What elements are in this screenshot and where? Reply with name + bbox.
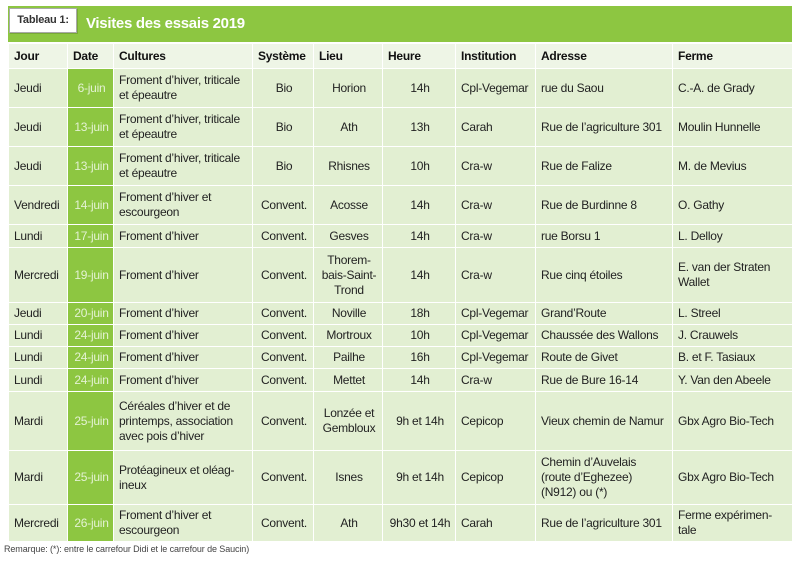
cell-adresse — [536, 451, 673, 505]
cell-heure: 9h et 14h — [383, 451, 456, 505]
cell-cultures — [114, 186, 253, 225]
cell-systeme: Convent. — [253, 505, 314, 542]
cell-line: Froment d’hiver, triticale — [119, 73, 240, 87]
cell-adresse: Rue de Burdinne 8 — [536, 186, 673, 225]
cell-jour: Mardi — [9, 392, 68, 451]
column-header-date: Date — [68, 44, 114, 69]
cell-cultures: Froment d’hiver — [114, 303, 253, 325]
cell-ferme: J. Crauwels — [673, 325, 793, 347]
cell-line: escourgeon — [119, 205, 180, 219]
cell-cultures — [114, 505, 253, 542]
cell-systeme: Bio — [253, 69, 314, 108]
cell-heure: 10h — [383, 325, 456, 347]
cell-line: Céréales d’hiver et de — [119, 398, 231, 413]
cell-line: Chemin d’Auvelais — [541, 455, 637, 469]
cell-jour: Mercredi — [9, 248, 68, 303]
column-header-heure: Heure — [383, 44, 456, 69]
table-row — [9, 186, 793, 225]
cell-date: 26-juin — [68, 505, 114, 542]
cell-institution: Carah — [456, 505, 536, 542]
cell-line: avec pois d’hiver — [119, 428, 205, 443]
cell-lieu: Horion — [314, 69, 383, 108]
cell-institution: Carah — [456, 108, 536, 147]
cell-systeme: Convent. — [253, 248, 314, 303]
cell-line: (N912) ou (*) — [541, 485, 608, 499]
header-row — [9, 44, 793, 69]
cell-heure: 18h — [383, 303, 456, 325]
cell-line: (route d’Eghezee) — [541, 470, 633, 484]
cell-ferme — [673, 505, 793, 542]
cell-line: Trond — [334, 282, 364, 297]
cell-date: 14-juin — [68, 186, 114, 225]
cell-line: ineux — [119, 477, 147, 492]
cell-lieu: Mettet — [314, 369, 383, 392]
cell-lieu: Rhisnes — [314, 147, 383, 186]
cell-heure: 10h — [383, 147, 456, 186]
cell-date: 25-juin — [68, 451, 114, 505]
cell-date: 13-juin — [68, 108, 114, 147]
visits-table — [8, 43, 793, 542]
cell-systeme: Convent. — [253, 347, 314, 369]
cell-adresse: Grand’Route — [536, 303, 673, 325]
cell-systeme: Bio — [253, 108, 314, 147]
cell-cultures — [114, 392, 253, 451]
cell-adresse: Rue cinq étoiles — [536, 248, 673, 303]
cell-ferme — [673, 248, 793, 303]
cell-ferme: C.-A. de Grady — [673, 69, 793, 108]
cell-systeme: Convent. — [253, 451, 314, 505]
cell-institution: Cpl-Vegemar — [456, 303, 536, 325]
cell-adresse: Rue de l’agriculture 301 — [536, 108, 673, 147]
cell-institution: Cepicop — [456, 451, 536, 505]
cell-lieu: Isnes — [314, 451, 383, 505]
cell-line: Lonzée et — [323, 406, 375, 420]
cell-jour: Jeudi — [9, 147, 68, 186]
cell-systeme: Convent. — [253, 225, 314, 248]
cell-jour: Mercredi — [9, 505, 68, 542]
cell-line: tale — [678, 523, 697, 537]
cell-ferme: L. Streel — [673, 303, 793, 325]
cell-lieu: Ath — [314, 108, 383, 147]
cell-date: 24-juin — [68, 347, 114, 369]
cell-systeme: Convent. — [253, 369, 314, 392]
column-header-adresse: Adresse — [536, 44, 673, 69]
remark-note: Remarque: (*): entre le carrefour Didi et le carrefour de Saucin) — [4, 544, 250, 554]
cell-institution: Cra-w — [456, 369, 536, 392]
cell-line: bais-Saint- — [321, 267, 377, 282]
cell-line: et épeautre — [119, 166, 177, 180]
table-row — [9, 69, 793, 108]
table-row — [9, 369, 793, 392]
cell-jour: Lundi — [9, 325, 68, 347]
cell-institution: Cra-w — [456, 248, 536, 303]
cell-line: printemps, association — [119, 413, 233, 428]
cell-heure: 14h — [383, 225, 456, 248]
cell-line: et épeautre — [119, 127, 177, 141]
table-title: Visites des essais 2019 — [86, 15, 245, 32]
cell-heure: 14h — [383, 69, 456, 108]
cell-institution: Cpl-Vegemar — [456, 325, 536, 347]
cell-ferme: Y. Van den Abeele — [673, 369, 793, 392]
cell-adresse: Rue de l’agriculture 301 — [536, 505, 673, 542]
cell-institution: Cpl-Vegemar — [456, 69, 536, 108]
cell-line: E. van der Straten — [678, 260, 771, 274]
cell-jour: Vendredi — [9, 186, 68, 225]
cell-lieu: Pailhe — [314, 347, 383, 369]
cell-adresse: rue du Saou — [536, 69, 673, 108]
column-header-jour: Jour — [9, 44, 68, 69]
cell-cultures — [114, 108, 253, 147]
cell-adresse: rue Borsu 1 — [536, 225, 673, 248]
column-header-systeme: Système — [253, 44, 314, 69]
cell-systeme: Convent. — [253, 392, 314, 451]
cell-line: Gembloux — [322, 421, 376, 435]
column-header-ferme: Ferme — [673, 44, 793, 69]
cell-ferme: L. Delloy — [673, 225, 793, 248]
cell-ferme: Gbx Agro Bio-Tech — [673, 392, 793, 451]
cell-lieu: Ath — [314, 505, 383, 542]
cell-heure: 9h30 et 14h — [383, 505, 456, 542]
cell-systeme: Convent. — [253, 186, 314, 225]
cell-line: Froment d’hiver et — [119, 190, 212, 204]
cell-date: 20-juin — [68, 303, 114, 325]
cell-ferme: B. et F. Tasiaux — [673, 347, 793, 369]
cell-adresse: Rue de Bure 16-14 — [536, 369, 673, 392]
column-header-cultures: Cultures — [114, 44, 253, 69]
cell-heure: 16h — [383, 347, 456, 369]
cell-institution: Cra-w — [456, 186, 536, 225]
cell-ferme: M. de Mevius — [673, 147, 793, 186]
cell-jour: Jeudi — [9, 108, 68, 147]
table-row — [9, 248, 793, 303]
table-row — [9, 147, 793, 186]
cell-line: escourgeon — [119, 523, 180, 537]
table-row — [9, 225, 793, 248]
cell-cultures: Froment d’hiver — [114, 225, 253, 248]
cell-heure: 14h — [383, 186, 456, 225]
cell-ferme: O. Gathy — [673, 186, 793, 225]
cell-institution: Cra-w — [456, 225, 536, 248]
cell-date: 19-juin — [68, 248, 114, 303]
cell-line: Protéagineux et oléag- — [119, 462, 235, 477]
cell-systeme: Convent. — [253, 325, 314, 347]
cell-date: 25-juin — [68, 392, 114, 451]
cell-lieu — [314, 248, 383, 303]
cell-jour: Lundi — [9, 225, 68, 248]
cell-systeme: Bio — [253, 147, 314, 186]
cell-cultures: Froment d’hiver — [114, 369, 253, 392]
column-header-institution: Institution — [456, 44, 536, 69]
cell-jour: Lundi — [9, 369, 68, 392]
cell-adresse: Rue de Falize — [536, 147, 673, 186]
table-number-label: Tableau 1: — [9, 8, 77, 33]
table-row — [9, 108, 793, 147]
cell-adresse: Chaussée des Wallons — [536, 325, 673, 347]
cell-ferme: Gbx Agro Bio-Tech — [673, 451, 793, 505]
cell-lieu: Gesves — [314, 225, 383, 248]
cell-lieu: Noville — [314, 303, 383, 325]
cell-line: Thorem- — [327, 252, 371, 267]
cell-line: Wallet — [678, 275, 710, 289]
cell-heure: 13h — [383, 108, 456, 147]
cell-institution: Cpl-Vegemar — [456, 347, 536, 369]
cell-date: 17-juin — [68, 225, 114, 248]
cell-cultures: Froment d’hiver — [114, 325, 253, 347]
table-row — [9, 505, 793, 542]
cell-line: Ferme expérimen- — [678, 508, 773, 522]
table-body — [9, 69, 793, 542]
cell-cultures: Froment d’hiver — [114, 347, 253, 369]
cell-line: et épeautre — [119, 88, 177, 102]
cell-lieu — [314, 392, 383, 451]
cell-date: 13-juin — [68, 147, 114, 186]
cell-heure: 14h — [383, 248, 456, 303]
cell-ferme: Moulin Hunnelle — [673, 108, 793, 147]
cell-heure: 14h — [383, 369, 456, 392]
cell-institution: Cepicop — [456, 392, 536, 451]
cell-date: 24-juin — [68, 325, 114, 347]
cell-adresse: Vieux chemin de Namur — [536, 392, 673, 451]
cell-cultures: Froment d’hiver — [114, 248, 253, 303]
table-row — [9, 347, 793, 369]
cell-jour: Lundi — [9, 347, 68, 369]
table-row — [9, 303, 793, 325]
cell-institution: Cra-w — [456, 147, 536, 186]
cell-cultures — [114, 451, 253, 505]
cell-heure: 9h et 14h — [383, 392, 456, 451]
cell-adresse: Route de Givet — [536, 347, 673, 369]
table-row — [9, 392, 793, 451]
cell-line: Froment d’hiver, triticale — [119, 112, 240, 126]
table-row — [9, 325, 793, 347]
cell-date: 24-juin — [68, 369, 114, 392]
cell-cultures — [114, 147, 253, 186]
cell-jour: Jeudi — [9, 69, 68, 108]
table-row — [9, 451, 793, 505]
column-header-lieu: Lieu — [314, 44, 383, 69]
cell-jour: Mardi — [9, 451, 68, 505]
cell-lieu: Mortroux — [314, 325, 383, 347]
cell-line: Froment d’hiver et — [119, 508, 212, 522]
cell-cultures — [114, 69, 253, 108]
cell-systeme: Convent. — [253, 303, 314, 325]
cell-lieu: Acosse — [314, 186, 383, 225]
cell-line: Froment d’hiver, triticale — [119, 151, 240, 165]
cell-date: 6-juin — [68, 69, 114, 108]
cell-jour: Jeudi — [9, 303, 68, 325]
